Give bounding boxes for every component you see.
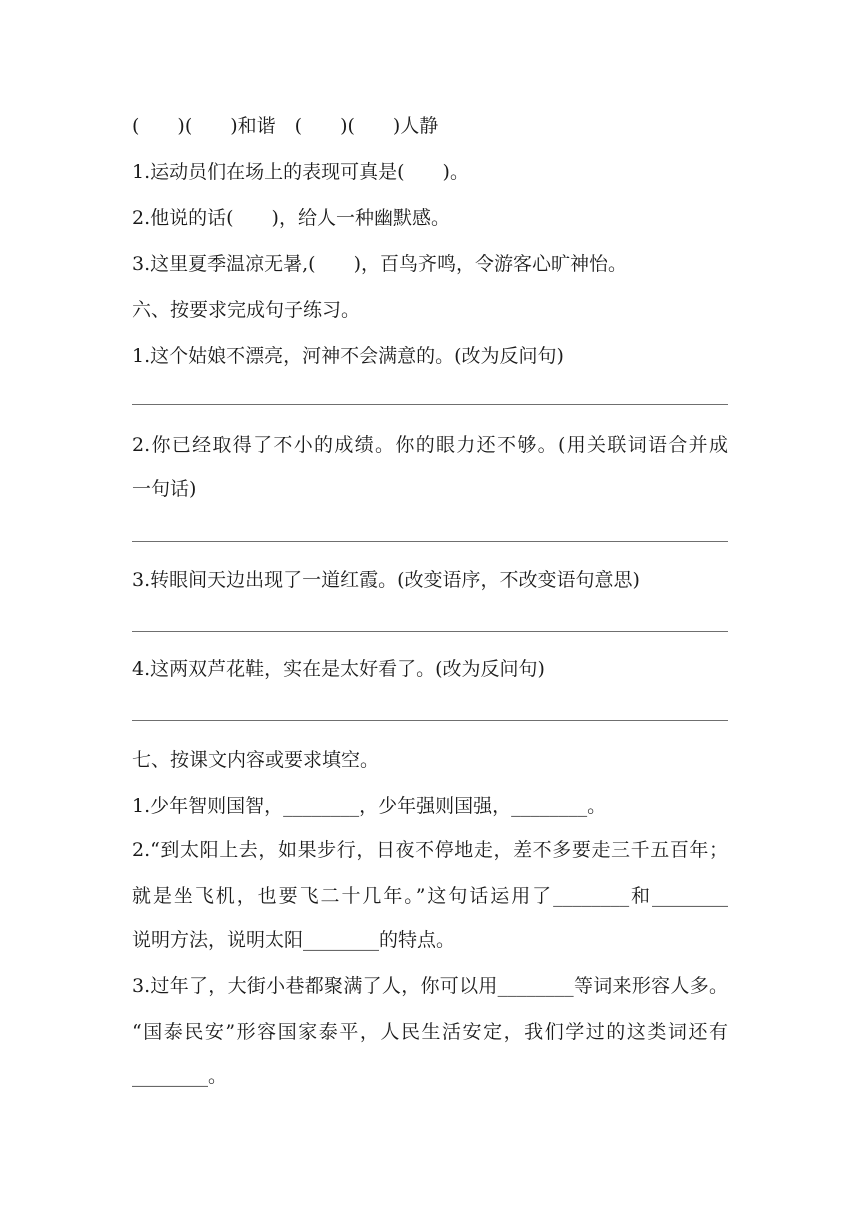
fill-task-2-end: 说明方法，说明太阳________的特点。 [132,929,456,951]
section-6-heading: 六、按要求完成句子练习。 [132,299,361,321]
answer-line-2 [132,541,728,542]
answer-line-4 [132,720,728,721]
sentence-task-1: 1.这个姑娘不漂亮，河神不会满意的。(改为反问句) [132,345,564,367]
sentence-task-2-cont: 一句话) [132,478,197,500]
question-2-humor: 2.他说的话( )，给人一种幽默感。 [132,207,450,229]
idiom-blanks-line: ( )( )和谐 ( )( )人静 [132,115,439,137]
question-3-summer: 3.这里夏季温凉无暑,( )，百鸟齐鸣，令游客心旷神怡。 [132,253,627,275]
fill-task-1: 1.少年智则国智，________，少年强则国强，________。 [132,795,607,817]
answer-line-3 [132,631,728,632]
answer-line-1 [132,404,728,405]
fill-task-2: 2.“到太阳上去，如果步行，日夜不停地走，差不多要走三千五百年； [132,839,728,861]
sentence-task-3: 3.转眼间天边出现了一道红霞。(改变语序，不改变语句意思) [132,569,640,591]
sentence-task-2: 2.你已经取得了不小的成绩。你的眼力还不够。(用关联词语合并成 [132,434,728,456]
section-7-heading: 七、按课文内容或要求填空。 [132,749,380,771]
fill-task-2-cont: 就是坐飞机，也要飞二十几年。”这句话运用了________和________ [132,885,728,907]
question-1-athletes: 1.运动员们在场上的表现可真是( )。 [132,161,469,183]
sentence-task-4: 4.这两双芦花鞋，实在是太好看了。(改为反问句) [132,658,545,680]
fill-task-3-end: ________。 [132,1065,228,1087]
fill-task-3-cont: “国泰民安”形容国家泰平，人民生活安定，我们学过的这类词还有 [132,1021,728,1043]
fill-task-3: 3.过年了，大街小巷都聚满了人，你可以用________等词来形容人多。 [132,975,728,997]
